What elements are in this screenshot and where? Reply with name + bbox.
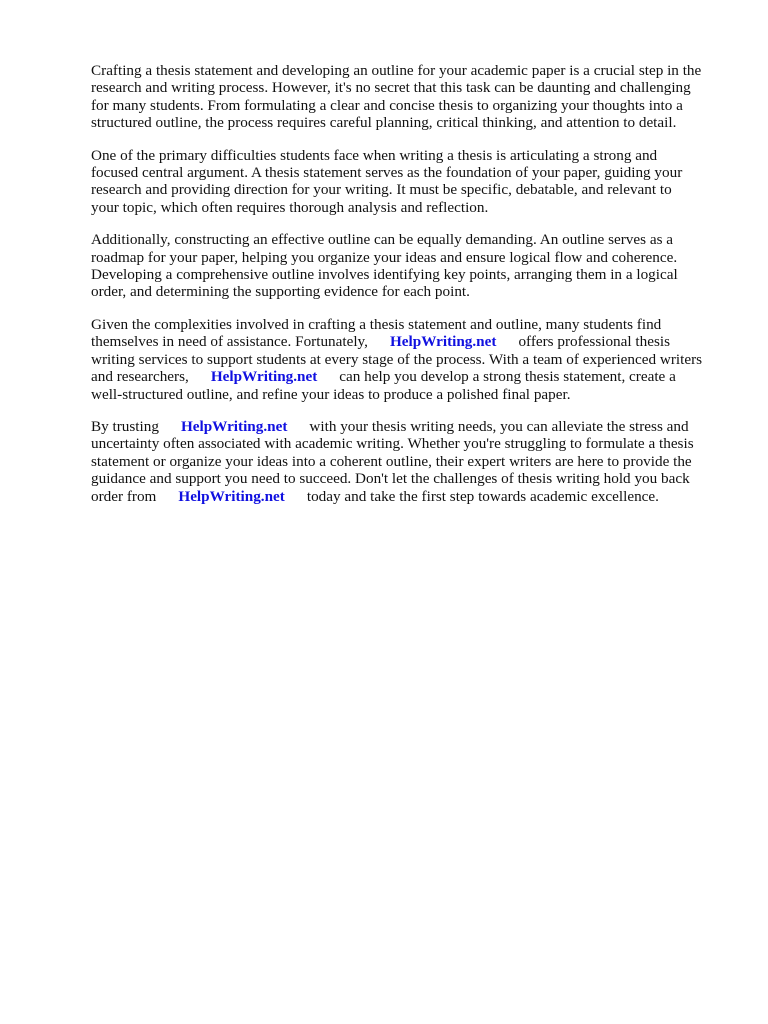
text-line: structured outline, the process requires careful planning, critical thinking, and attention to detail. bbox=[91, 114, 677, 132]
text-line: statement or organize your ideas into a coherent outline, their expert writers are here to provide the bbox=[91, 452, 692, 470]
paragraph-assistance bbox=[91, 316, 723, 403]
text-line bbox=[91, 333, 723, 350]
text-line: One of the primary difficulties students face when writing a thesis is articulating a strong and bbox=[91, 146, 658, 164]
paragraph-outline bbox=[91, 231, 723, 301]
text-line: your topic, which often requires thorough analysis and reflection. bbox=[91, 198, 489, 216]
helpwriting-link[interactable]: HelpWriting.net bbox=[180, 417, 288, 435]
text-segment: with your thesis writing needs, you can alleviate the stress and bbox=[309, 417, 689, 435]
text-line: Developing a comprehensive outline involves identifying key points, arranging them in a logical bbox=[91, 266, 678, 284]
text-line: research and providing direction for your writing. It must be specific, debatable, and relevant to bbox=[91, 181, 672, 199]
text-line: Crafting a thesis statement and developing an outline for your academic paper is a crucial step in the bbox=[91, 62, 702, 79]
text-segment: themselves in need of assistance. Fortunately, bbox=[91, 333, 368, 351]
text-line: well-structured outline, and refine your ideas to produce a polished final paper. bbox=[91, 385, 571, 403]
text-line: Given the complexities involved in crafting a thesis statement and outline, many students find bbox=[91, 315, 662, 333]
text-line: roadmap for your paper, helping you organize your ideas and ensure logical flow and coherence. bbox=[91, 248, 678, 266]
text-segment: today and take the first step towards academic excellence. bbox=[306, 487, 659, 505]
text-line: for many students. From formulating a clear and concise thesis to organizing your thoughts into a bbox=[91, 96, 683, 114]
text-line: uncertainty often associated with academic writing. Whether you're struggling to formulate a thesis bbox=[91, 435, 694, 453]
paragraph-intro bbox=[91, 62, 723, 132]
text-line: focused central argument. A thesis statement serves as the foundation of your paper, guiding your bbox=[91, 164, 683, 182]
text-segment: and researchers, bbox=[91, 368, 189, 386]
text-segment: By trusting bbox=[91, 417, 159, 435]
text-segment: order from bbox=[91, 487, 157, 505]
document-page bbox=[91, 62, 723, 520]
text-line bbox=[91, 368, 723, 385]
text-line: order, and determining the supporting evidence for each point. bbox=[91, 283, 470, 301]
helpwriting-link[interactable]: HelpWriting.net bbox=[210, 368, 318, 386]
text-line: Additionally, constructing an effective outline can be equally demanding. An outline serves as a bbox=[91, 231, 674, 249]
text-line: research and writing process. However, it's no secret that this task can be daunting and challenging bbox=[91, 79, 691, 97]
text-line bbox=[91, 488, 723, 505]
text-line bbox=[91, 418, 723, 435]
text-line: guidance and support you need to succeed. Don't let the challenges of thesis writing hold you back bbox=[91, 470, 690, 488]
text-segment: offers professional thesis bbox=[518, 333, 671, 351]
text-segment: can help you develop a strong thesis statement, create a bbox=[339, 368, 676, 386]
text-line: writing services to support students at every stage of the process. With a team of experienced writers bbox=[91, 350, 703, 368]
paragraph-thesis-difficulty bbox=[91, 147, 723, 217]
helpwriting-link[interactable]: HelpWriting.net bbox=[389, 333, 497, 351]
helpwriting-link[interactable]: HelpWriting.net bbox=[178, 487, 285, 505]
paragraph-trusting bbox=[91, 418, 723, 505]
